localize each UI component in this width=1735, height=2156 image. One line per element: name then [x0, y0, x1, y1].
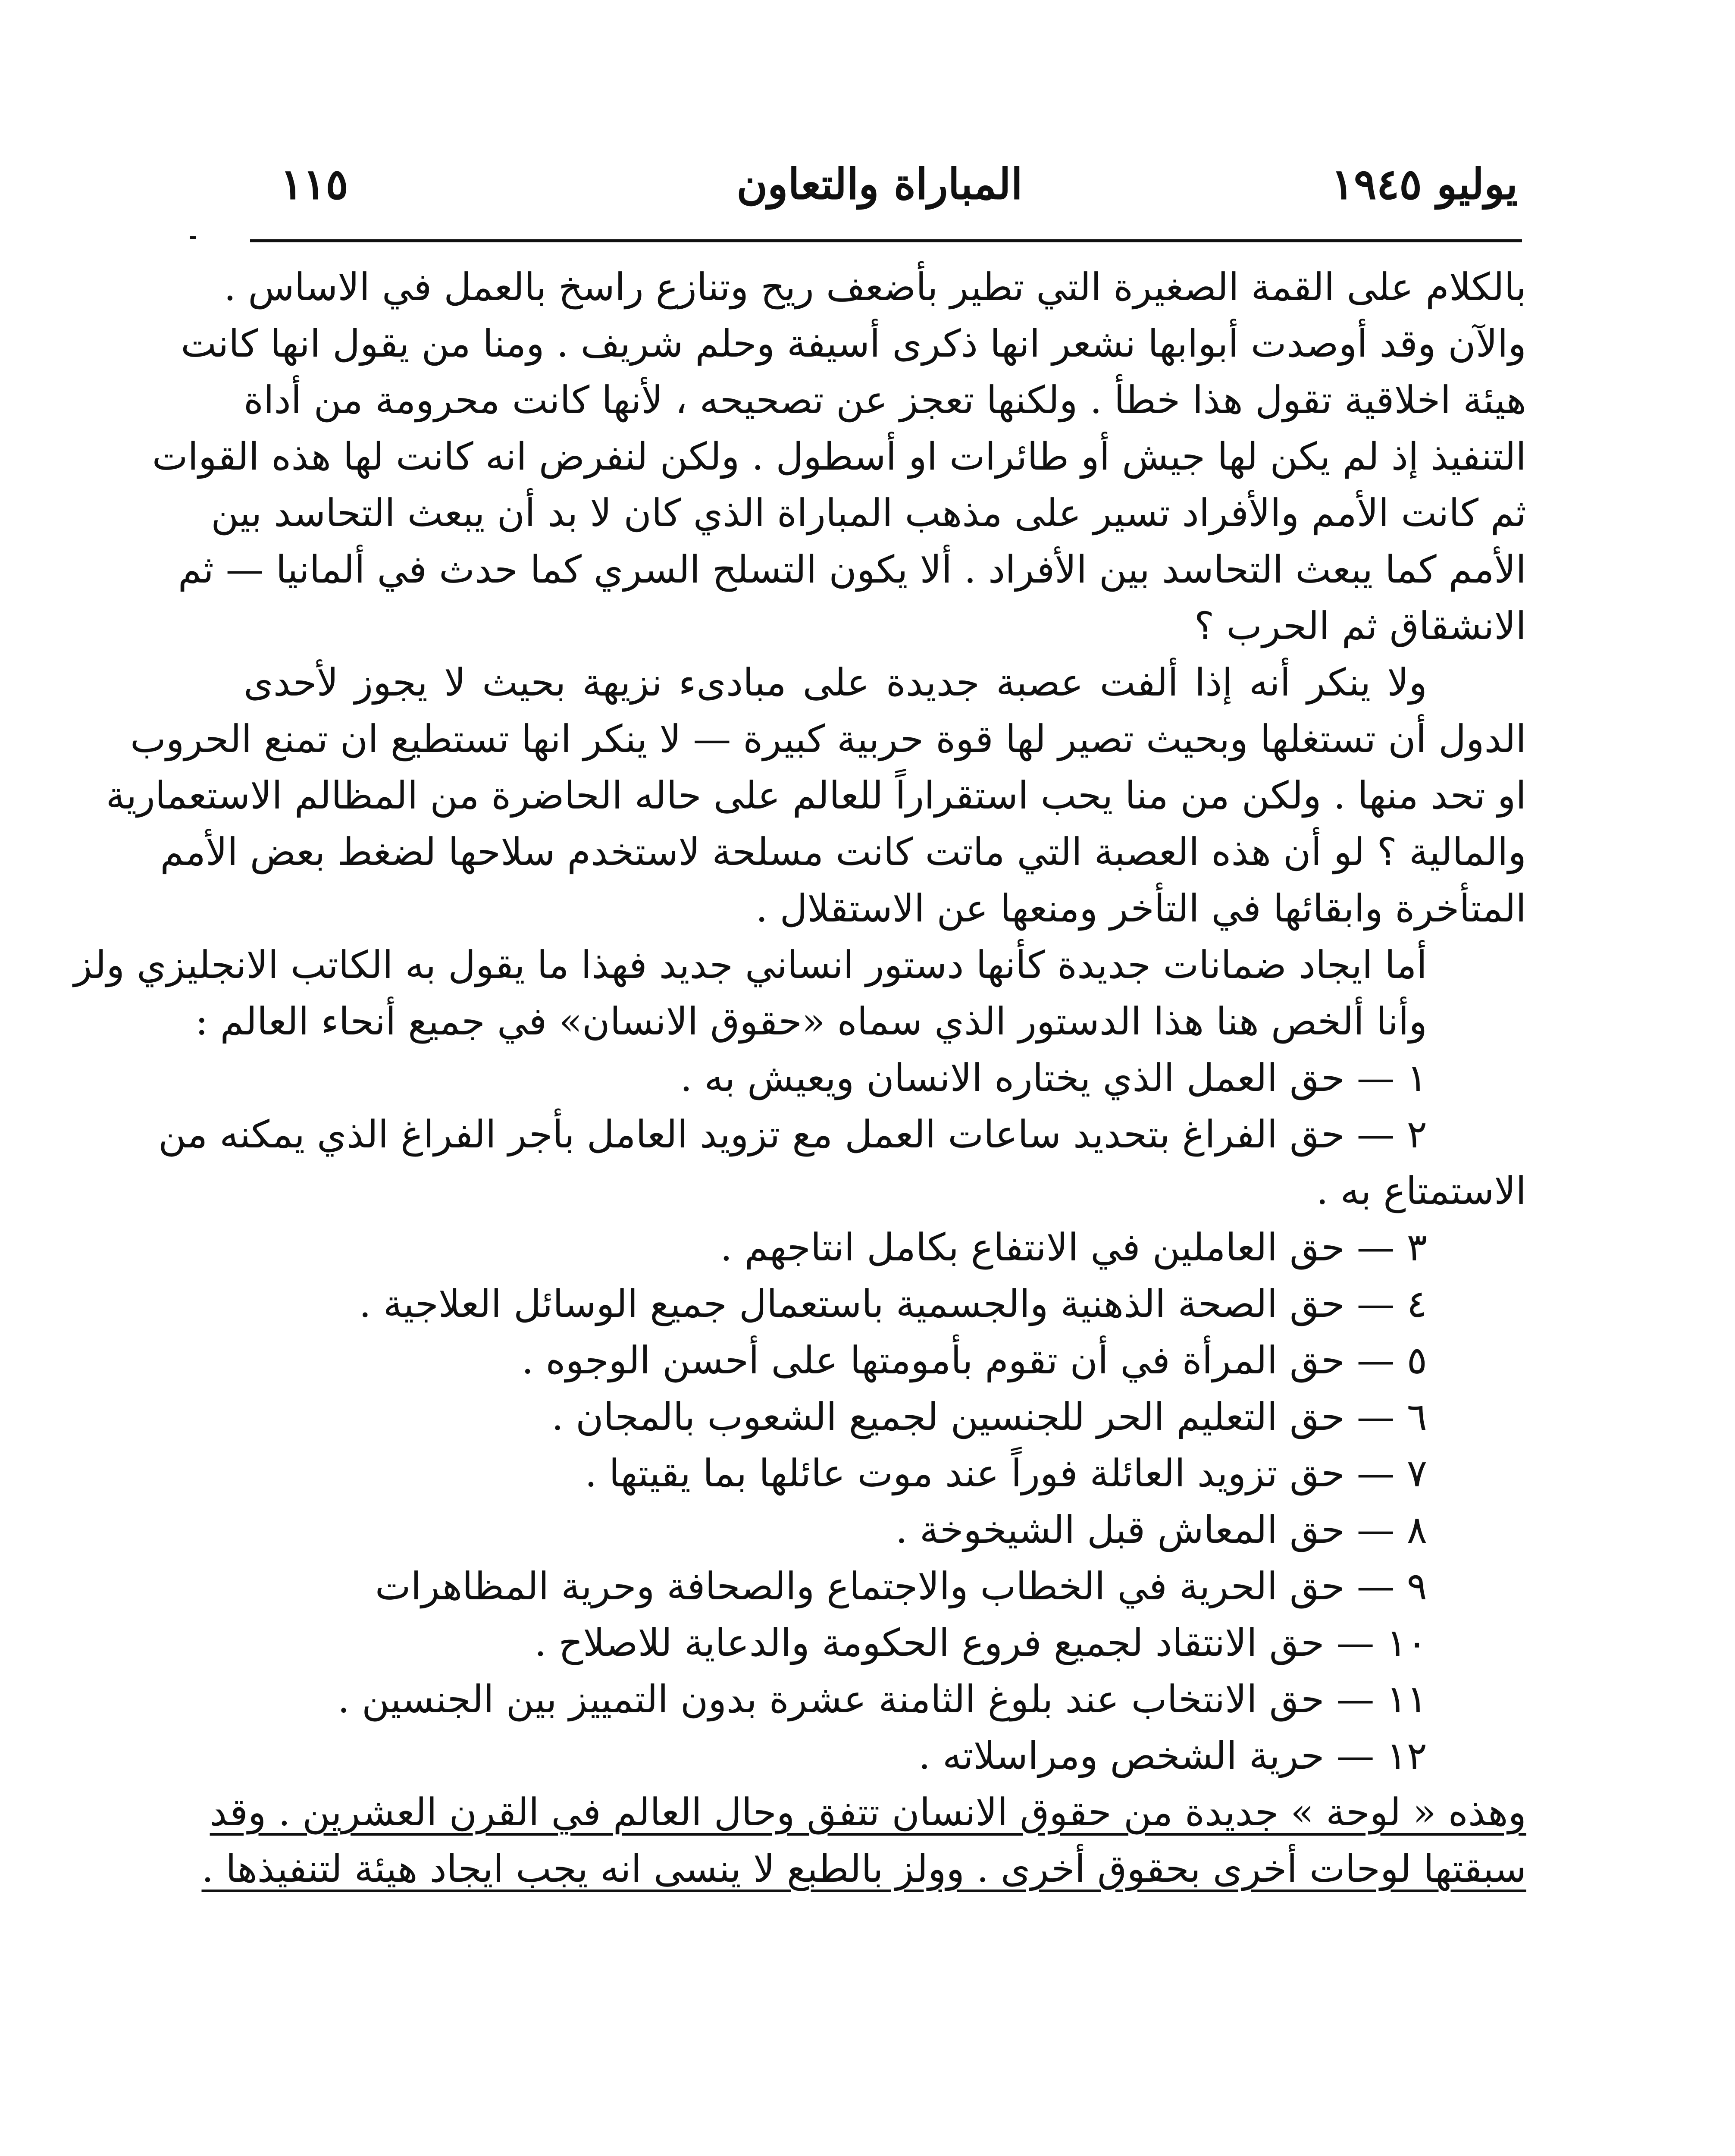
- list-item: ٩ — حق الحرية في الخطاب والاجتماع والصحافة وحرية المظاهرات: [375, 1564, 1427, 1608]
- list-item: ٣ — حق العاملين في الانتفاع بكامل انتاجهم .: [720, 1225, 1427, 1269]
- list-item: ٤ — حق الصحة الذهنية والجسمية باستعمال جميع الوسائل العلاجية .: [359, 1282, 1427, 1326]
- underlined-line: سبقتها لوحات أخرى بحقوق أخرى . وولز بالطبع لا ينسى انه يجب ايجاد هيئة لتنفيذها .: [201, 1846, 1526, 1891]
- running-header: [241, 142, 1518, 229]
- text-line: الانشقاق ثم الحرب ؟: [1194, 604, 1526, 648]
- list-item: ١١ — حق الانتخاب عند بلوغ الثامنة عشرة بدون التمييز بين الجنسين .: [338, 1677, 1427, 1721]
- text-line: الاستمتاع به .: [1316, 1169, 1526, 1213]
- text-line: والآن وقد أوصدت أبوابها نشعر انها ذكرى أسيفة وحلم شريف . ومنا من يقول انها كانت: [181, 321, 1526, 366]
- text-line: الأمم كما يبعث التحاسد بين الأفراد . ألا يكون التسلح السري كما حدث في ألمانيا — ثم: [178, 547, 1526, 592]
- list-item: ١ — حق العمل الذي يختاره الانسان ويعيش به .: [680, 1056, 1427, 1100]
- list-item: ٢ — حق الفراغ بتحديد ساعات العمل مع تزويد العامل بأجر الفراغ الذي يمكنه من: [158, 1112, 1427, 1156]
- text-line: التنفيذ إذ لم يكن لها جيش أو طائرات او أسطول . ولكن لنفرض انه كانت لها هذه القوات: [152, 434, 1526, 479]
- text-line: ثم كانت الأمم والأفراد تسير على مذهب المباراة الذي كان لا بد أن يبعث التحاسد بين: [211, 491, 1526, 535]
- list-item: ١٢ — حرية الشخص ومراسلاته .: [918, 1733, 1427, 1778]
- text-line: وأنا ألخص هنا هذا الدستور الذي سماه «حقوق الانسان» في جميع أنحاء العالم :: [195, 999, 1427, 1044]
- stray-mark: [190, 236, 196, 239]
- header-date: يوليو ١٩٤٥: [1331, 160, 1518, 209]
- text-line: هيئة اخلاقية تقول هذا خطأ . ولكنها تعجز عن تصحيحه ، لأنها كانت محرومة من أداة: [244, 378, 1526, 422]
- list-item: ٥ — حق المرأة في أن تقوم بأمومتها على أحسن الوجوه .: [521, 1338, 1427, 1382]
- list-item: ١٠ — حق الانتقاد لجميع فروع الحكومة والدعاية للاصلاح .: [534, 1620, 1427, 1665]
- text-line: المتأخرة وابقائها في التأخر ومنعها عن الاستقلال .: [755, 886, 1526, 931]
- list-item: ٦ — حق التعليم الحر للجنسين لجميع الشعوب بالمجان .: [551, 1395, 1427, 1439]
- text-line: ولا ينكر أنه إذا ألفت عصبة جديدة على مبادىء نزيهة بحيث لا يجوز لأحدى: [244, 660, 1427, 705]
- text-line: او تحد منها . ولكن من منا يحب استقراراً للعالم على حاله الحاضرة من المظالم الاستعمارية: [106, 773, 1526, 818]
- text-line: الدول أن تستغلها وبحيث تصير لها قوة حربية كبيرة — لا ينكر انها تستطيع ان تمنع الحروب: [130, 717, 1526, 761]
- body-text: [74, 259, 1526, 1897]
- header-title: المباراة والتعاون: [736, 160, 1023, 209]
- underlined-line: وهذه « لوحة » جديدة من حقوق الانسان تتفق وحال العالم في القرن العشرين . وقد: [210, 1790, 1526, 1834]
- list-item: ٨ — حق المعاش قبل الشيخوخة .: [895, 1507, 1427, 1552]
- page-number: ١١٥: [280, 160, 348, 209]
- text-line: أما ايجاد ضمانات جديدة كأنها دستور انساني جديد فهذا ما يقول به الكاتب الانجليزي ولز: [74, 943, 1427, 987]
- text-line: والمالية ؟ لو أن هذه العصبة التي ماتت كانت مسلحة لاستخدم سلاحها لضغط بعض الأمم: [160, 830, 1526, 874]
- list-item: ٧ — حق تزويد العائلة فوراً عند موت عائلها بما يقيتها .: [585, 1451, 1427, 1495]
- text-line: بالكلام على القمة الصغيرة التي تطير بأضعف ريح وتنازع راسخ بالعمل في الاساس .: [224, 265, 1526, 309]
- header-rule: [250, 239, 1522, 242]
